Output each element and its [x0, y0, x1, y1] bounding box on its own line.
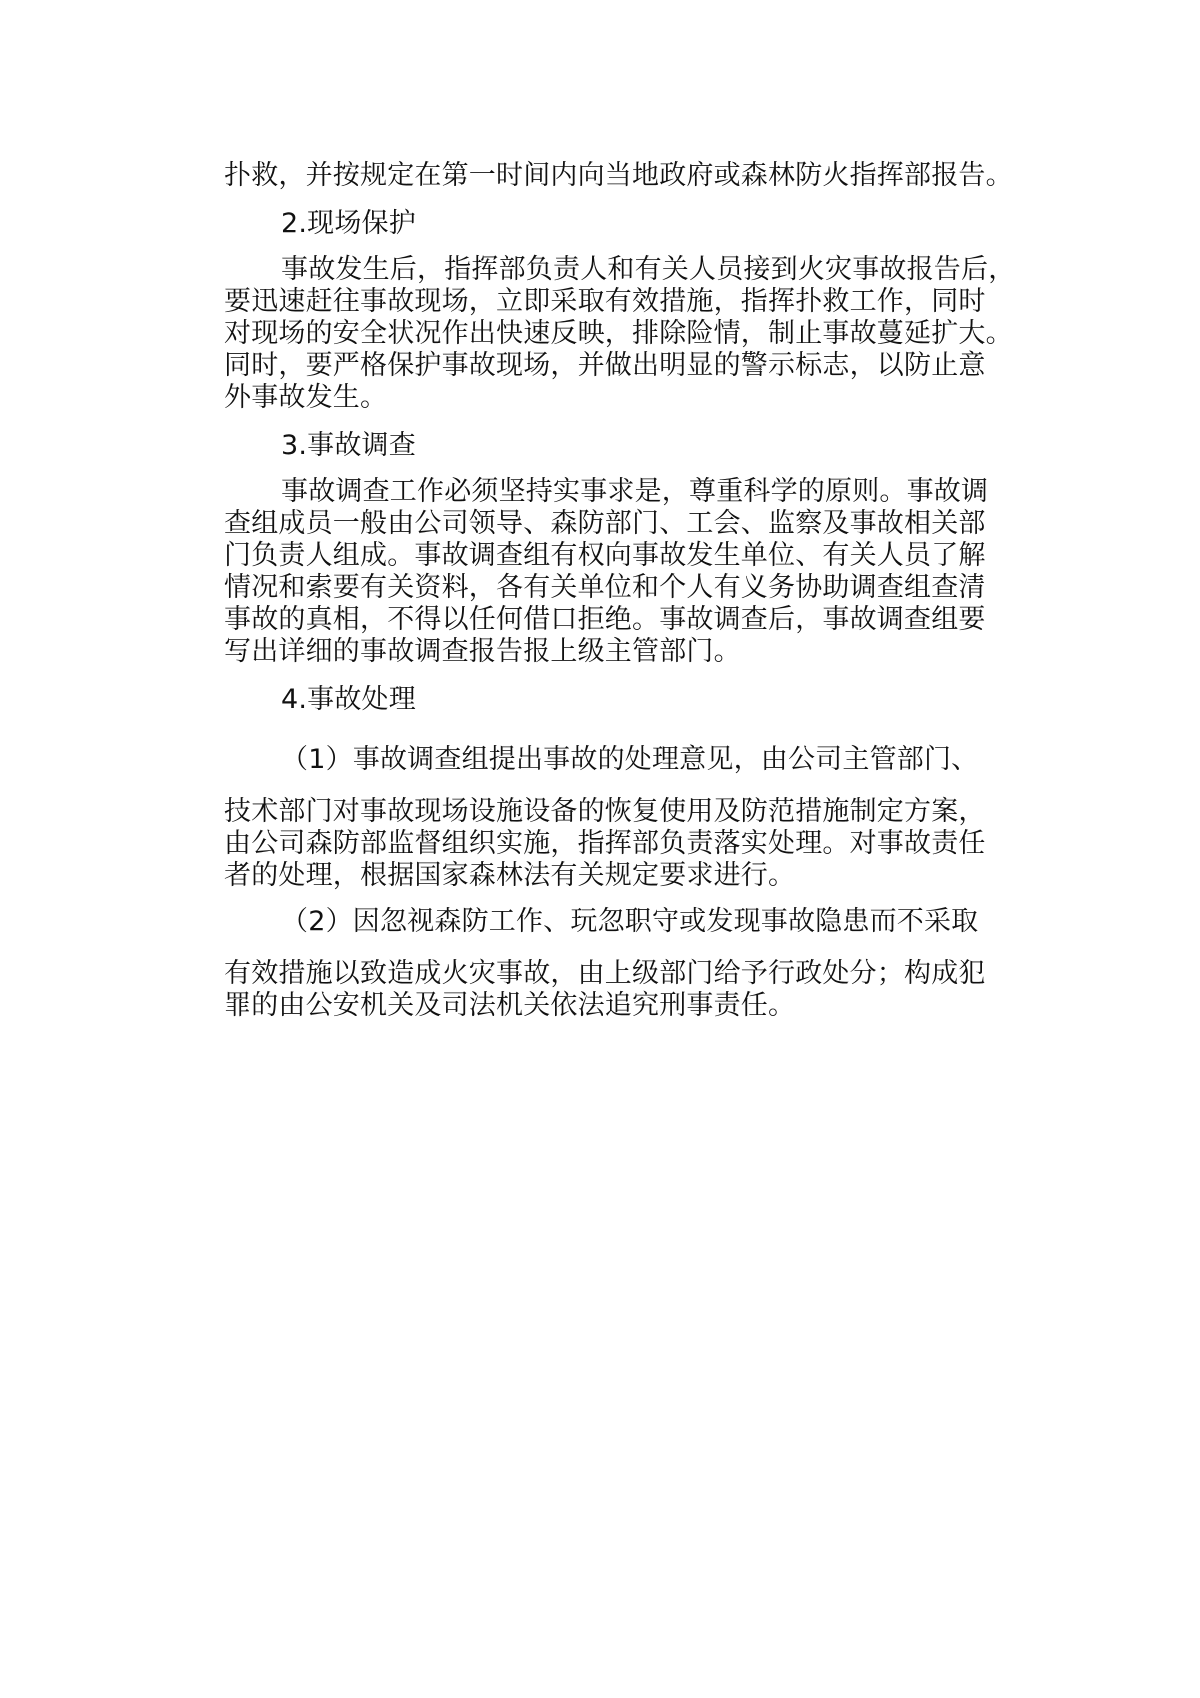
text-line: 同时，要严格保护事故现场，并做出明显的警示标志，以防止意 — [224, 350, 986, 381]
text-line: 有效措施以致造成火灾事故，由上级部门给予行政处分；构成犯 — [224, 958, 986, 989]
text-line: 者的处理，根据国家森林法有关规定要求进行。 — [224, 860, 796, 891]
text-line: （1）事故调查组提出事故的处理意见，由公司主管部门、 — [281, 744, 979, 775]
section-heading: 2.现场保护 — [281, 208, 416, 239]
text-line: 事故的真相，不得以任何借口拒绝。事故调查后，事故调查组要 — [224, 604, 986, 635]
text-line: 写出详细的事故调查报告报上级主管部门。 — [224, 636, 741, 667]
text-line: 罪的由公安机关及司法机关依法追究刑事责任。 — [224, 990, 796, 1021]
text-line: 事故调查工作必须坚持实事求是，尊重科学的原则。事故调 — [281, 476, 989, 507]
section-heading: 4.事故处理 — [281, 684, 416, 715]
text-line: 要迅速赶往事故现场，立即采取有效措施，指挥扑救工作，同时 — [224, 286, 986, 317]
text-line: （2）因忽视森防工作、玩忽职守或发现事故隐患而不采取 — [281, 906, 979, 937]
text-line: 技术部门对事故现场设施设备的恢复使用及防范措施制定方案， — [224, 796, 986, 827]
text-line: 由公司森防部监督组织实施，指挥部负责落实处理。对事故责任 — [224, 828, 986, 859]
text-line: 门负责人组成。事故调查组有权向事故发生单位、有关人员了解 — [224, 540, 986, 571]
text-line: 事故发生后，指挥部负责人和有关人员接到火灾事故报告后， — [281, 254, 1016, 285]
text-line: 扑救，并按规定在第一时间内向当地政府或森林防火指挥部报告。 — [224, 160, 1013, 191]
text-line: 查组成员一般由公司领导、森防部门、工会、监察及事故相关部 — [224, 508, 986, 539]
section-heading: 3.事故调查 — [281, 430, 416, 461]
text-line: 对现场的安全状况作出快速反映，排除险情，制止事故蔓延扩大。 — [224, 318, 1013, 349]
text-line: 情况和索要有关资料，各有关单位和个人有义务协助调查组查清 — [224, 572, 986, 603]
text-line: 外事故发生。 — [224, 382, 388, 413]
